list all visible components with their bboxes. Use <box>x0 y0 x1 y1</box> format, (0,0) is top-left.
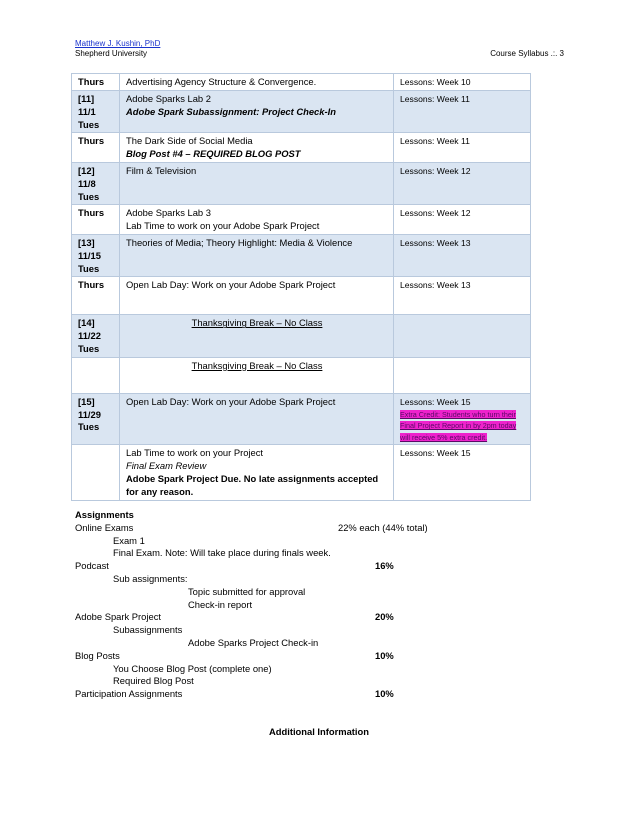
university-name: Shepherd University <box>75 49 148 58</box>
topic-cell: Theories of Media; Theory Highlight: Media & Violence <box>120 234 394 276</box>
assignment-weight: 10% <box>375 688 394 700</box>
lessons-cell: Lessons: Week 10 <box>394 74 531 91</box>
assignment-weight: 20% <box>375 611 394 623</box>
extra-credit-note: Extra Credit: Students who turn their Final Project Report in by 2pm today will receive 5% extra credit. <box>400 409 517 442</box>
lessons-cell <box>394 315 531 357</box>
lessons-cell: Lessons: Week 12 <box>394 162 531 204</box>
assignment-weight: 10% <box>375 649 394 661</box>
assignment-item: Podcast 16% <box>75 560 394 572</box>
day-cell <box>72 445 120 500</box>
assignments-heading: Assignments <box>75 509 134 520</box>
lessons-cell: Lessons: Week 11 <box>394 133 531 163</box>
topic-cell: The Dark Side of Social Media Blog Post #4 – REQUIRED BLOG POST <box>120 133 394 163</box>
assignment-item: Participation Assignments 10% <box>75 688 394 700</box>
day-cell: [15] 11/29 Tues <box>72 393 120 445</box>
topic-cell: Advertising Agency Structure & Convergence. <box>120 74 394 91</box>
topic-cell: Thanksgiving Break – No Class <box>120 357 394 393</box>
day-cell: Thurs <box>72 133 120 163</box>
page-label: Course Syllabus .:. 3 <box>490 49 564 58</box>
lessons-cell: Lessons: Week 12 <box>394 205 531 235</box>
assignment-subitem: Check-in report <box>188 598 253 610</box>
day-cell: [11] 11/1 Tues <box>72 91 120 133</box>
assignment-weight: 16% <box>375 560 394 572</box>
schedule-table <box>71 73 531 501</box>
assignment-item: Adobe Spark Project 20% <box>75 611 394 623</box>
additional-information-heading: Additional Information <box>269 726 369 737</box>
topic-cell: Lab Time to work on your Project Final Exam Review Adobe Spark Project Due. No late assignments accepted for any reason. <box>120 445 394 500</box>
topic-cell: Open Lab Day: Work on your Adobe Spark Project <box>120 393 394 445</box>
topic-cell: Thanksgiving Break – No Class <box>120 315 394 357</box>
assignment-subitem: Exam 1 <box>113 534 145 546</box>
topic-cell: Film & Television <box>120 162 394 204</box>
topic-cell: Open Lab Day: Work on your Adobe Spark Project <box>120 277 394 315</box>
lessons-cell <box>394 357 531 393</box>
lessons-cell: Lessons: Week 11 <box>394 91 531 133</box>
day-cell: [14] 11/22 Tues <box>72 315 120 357</box>
assignment-subitem: Final Exam. Note: Will take place during finals week. <box>113 547 331 559</box>
assignment-weight: 22% each (44% total) <box>338 521 428 533</box>
day-cell: Thurs <box>72 205 120 235</box>
lessons-cell: Lessons: Week 15 Extra Credit: Students who turn their Final Project Report in by 2pm today will receive 5% extra credit. <box>394 393 531 445</box>
day-cell: [13] 11/15 Tues <box>72 234 120 276</box>
assignment-subitem: Topic submitted for approval <box>188 585 306 597</box>
day-cell <box>72 357 120 393</box>
assignment-subitem: You Choose Blog Post (complete one) <box>113 662 272 674</box>
day-cell: Thurs <box>72 277 120 315</box>
topic-cell: Adobe Sparks Lab 3 Lab Time to work on your Adobe Spark Project <box>120 205 394 235</box>
day-cell: [12] 11/8 Tues <box>72 162 120 204</box>
lessons-cell: Lessons: Week 13 <box>394 234 531 276</box>
author-link[interactable]: Matthew J. Kushin, PhD <box>75 39 161 48</box>
topic-cell: Adobe Sparks Lab 2 Adobe Spark Subassignment: Project Check-In <box>120 91 394 133</box>
assignment-subitem: Subassignments <box>113 624 183 636</box>
assignment-item: Blog Posts 10% <box>75 649 394 661</box>
day-cell: Thurs <box>72 74 120 91</box>
assignment-subitem: Required Blog Post <box>113 675 194 687</box>
assignment-item: Online Exams 22% each (44% total) <box>75 521 428 533</box>
lessons-cell: Lessons: Week 13 <box>394 277 531 315</box>
assignment-subitem: Adobe Sparks Project Check-in <box>188 636 319 648</box>
lessons-cell: Lessons: Week 15 <box>394 445 531 500</box>
assignments-section <box>75 509 535 701</box>
assignment-subitem: Sub assignments: <box>113 572 188 584</box>
